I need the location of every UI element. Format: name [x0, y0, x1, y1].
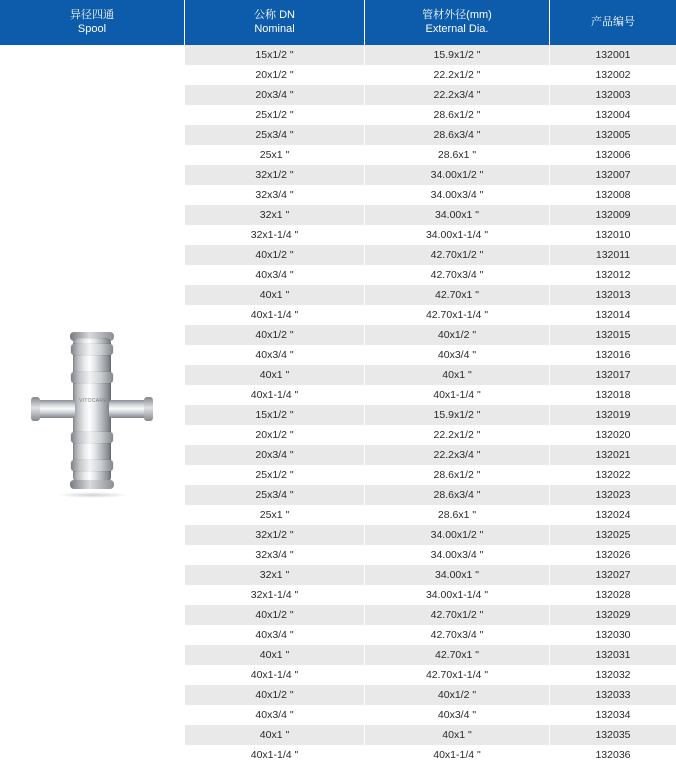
cell-nominal: 40x1 " — [185, 645, 365, 665]
press-band-4-icon — [71, 460, 113, 471]
table-row — [185, 65, 676, 85]
header-cell-spool — [0, 0, 185, 45]
cell-nominal: 40x1 " — [185, 285, 365, 305]
cell-nominal: 32x1 " — [185, 565, 365, 585]
cell-nominal: 15x1/2 " — [185, 405, 365, 425]
cell-external-dia: 34.00x1/2 " — [365, 525, 550, 545]
table-row — [185, 185, 676, 205]
cell-nominal: 20x1/2 " — [185, 65, 365, 85]
cell-product-code: 132036 — [595, 749, 631, 761]
table-row — [185, 365, 676, 385]
table-row — [185, 345, 676, 365]
cell-product-code: 132025 — [595, 529, 631, 541]
cell-nominal: 25x3/4 " — [185, 125, 365, 145]
table-row — [185, 425, 676, 445]
cell-nominal: 32x1/2 " — [185, 525, 365, 545]
cell-external-dia: 22.2x1/2 " — [365, 65, 550, 85]
cell-external-dia: 40x1/2 " — [365, 325, 550, 345]
cell-external-dia: 34.00x3/4 " — [365, 185, 550, 205]
table-row — [185, 165, 676, 185]
cell-nominal: 40x1 " — [185, 725, 365, 745]
cell-nominal: 40x3/4 " — [185, 625, 365, 645]
cell-external-dia: 42.70x1 " — [365, 285, 550, 305]
cell-nominal: 25x1/2 " — [185, 105, 365, 125]
cell-external-dia: 22.2x1/2 " — [365, 425, 550, 445]
header-cell-nominal — [185, 0, 365, 45]
cell-nominal: 20x3/4 " — [185, 85, 365, 105]
table-row — [185, 745, 676, 765]
cell-nominal: 20x1/2 " — [185, 425, 365, 445]
cell-nominal: 40x1-1/4 " — [185, 665, 365, 685]
cell-product-code: 132001 — [595, 49, 631, 61]
cell-external-dia: 42.70x1/2 " — [365, 245, 550, 265]
cell-product-code: 132029 — [595, 609, 631, 621]
cell-external-dia: 42.70x1 " — [365, 645, 550, 665]
cell-nominal: 32x3/4 " — [185, 185, 365, 205]
cell-external-dia: 42.70x1-1/4 " — [365, 305, 550, 325]
branch-outlet-right-shape — [109, 400, 149, 418]
table-body — [0, 45, 676, 774]
product-shadow — [57, 492, 129, 498]
cell-nominal: 40x1-1/4 " — [185, 385, 365, 405]
cell-nominal: 40x3/4 " — [185, 345, 365, 365]
cell-nominal: 32x1-1/4 " — [185, 585, 365, 605]
cell-product-code: 132020 — [595, 429, 631, 441]
cell-nominal: 40x1/2 " — [185, 605, 365, 625]
cell-external-dia: 22.2x3/4 " — [365, 445, 550, 465]
table-row — [185, 125, 676, 145]
cell-nominal: 32x1 " — [185, 205, 365, 225]
cell-nominal: 40x3/4 " — [185, 705, 365, 725]
cell-nominal: 25x1 " — [185, 505, 365, 525]
cell-external-dia: 40x1-1/4 " — [365, 745, 550, 765]
table-row — [185, 225, 676, 245]
table-row — [185, 85, 676, 105]
cell-product-code: 132034 — [595, 709, 631, 721]
header-external-cn: 管材外径(mm) — [422, 8, 492, 21]
cell-product-code: 132031 — [595, 649, 631, 661]
header-cell-external-dia — [365, 0, 550, 45]
cell-external-dia: 40x1 " — [365, 365, 550, 385]
cell-external-dia: 40x3/4 " — [365, 345, 550, 365]
cell-product-code: 132021 — [595, 449, 631, 461]
table-row — [185, 145, 676, 165]
cell-external-dia: 42.70x3/4 " — [365, 265, 550, 285]
cell-external-dia: 34.00x1-1/4 " — [365, 225, 550, 245]
table-header-row — [0, 0, 676, 45]
branch-outlet-left-shape — [35, 400, 75, 418]
cell-product-code: 132024 — [595, 509, 631, 521]
cell-external-dia: 34.00x1/2 " — [365, 165, 550, 185]
table-row — [185, 385, 676, 405]
cell-product-code: 132009 — [595, 209, 631, 221]
cell-product-code: 132007 — [595, 169, 631, 181]
cell-external-dia: 28.6x3/4 " — [365, 485, 550, 505]
cell-nominal: 40x1-1/4 " — [185, 305, 365, 325]
table-row — [185, 625, 676, 645]
cell-external-dia: 40x3/4 " — [365, 705, 550, 725]
cell-external-dia: 15.9x1/2 " — [365, 405, 550, 425]
table-row — [185, 645, 676, 665]
table-row — [185, 725, 676, 745]
cell-external-dia: 42.70x1-1/4 " — [365, 665, 550, 685]
cell-external-dia: 34.00x1-1/4 " — [365, 585, 550, 605]
cell-nominal: 40x3/4 " — [185, 265, 365, 285]
cell-nominal: 40x1/2 " — [185, 325, 365, 345]
table-row — [185, 565, 676, 585]
table-row — [185, 605, 676, 625]
press-band-3-icon — [71, 432, 113, 443]
spec-rows-container — [185, 45, 676, 774]
cell-nominal: 40x1-1/4 " — [185, 745, 365, 765]
table-row — [185, 545, 676, 565]
cell-nominal: 32x3/4 " — [185, 545, 365, 565]
cell-nominal: 32x1/2 " — [185, 165, 365, 185]
header-code-cn: 产品编号 — [591, 15, 635, 28]
cell-nominal: 20x3/4 " — [185, 445, 365, 465]
cell-nominal: 25x1/2 " — [185, 465, 365, 485]
cell-external-dia: 34.00x1 " — [365, 205, 550, 225]
cell-product-code: 132015 — [595, 329, 631, 341]
cell-external-dia: 28.6x1/2 " — [365, 105, 550, 125]
cell-external-dia: 28.6x3/4 " — [365, 125, 550, 145]
cell-external-dia: 22.2x3/4 " — [365, 85, 550, 105]
cell-product-code: 132010 — [595, 229, 631, 241]
cell-product-code: 132002 — [595, 69, 631, 81]
cell-product-code: 132013 — [595, 289, 631, 301]
cell-external-dia: 42.70x1/2 " — [365, 605, 550, 625]
cell-nominal: 40x1 " — [185, 365, 365, 385]
table-row — [185, 445, 676, 465]
product-logo-label: VITOCARE — [79, 397, 107, 404]
press-band-1-icon — [71, 344, 113, 355]
cell-product-code: 132004 — [595, 109, 631, 121]
header-nominal-en: Nominal — [254, 22, 295, 35]
cell-product-code: 132014 — [595, 309, 631, 321]
table-row — [185, 205, 676, 225]
cell-product-code: 132006 — [595, 149, 631, 161]
table-row — [185, 685, 676, 705]
cell-product-code: 132017 — [595, 369, 631, 381]
press-band-2-icon — [71, 372, 113, 383]
cell-nominal: 25x1 " — [185, 145, 365, 165]
cell-product-code: 132005 — [595, 129, 631, 141]
header-external-en: External Dia. — [425, 22, 489, 35]
table-row — [185, 285, 676, 305]
cell-product-code: 132027 — [595, 569, 631, 581]
cell-product-code: 132023 — [595, 489, 631, 501]
table-row — [185, 705, 676, 725]
cell-product-code: 132026 — [595, 549, 631, 561]
table-row — [185, 405, 676, 425]
table-row — [185, 325, 676, 345]
cell-product-code: 132019 — [595, 409, 631, 421]
cell-external-dia: 40x1-1/4 " — [365, 385, 550, 405]
table-row — [185, 665, 676, 685]
cell-product-code: 132030 — [595, 629, 631, 641]
cell-product-code: 132033 — [595, 689, 631, 701]
cell-nominal: 32x1-1/4 " — [185, 225, 365, 245]
table-row — [185, 265, 676, 285]
cell-product-code: 132028 — [595, 589, 631, 601]
cell-external-dia: 42.70x3/4 " — [365, 625, 550, 645]
table-row — [185, 505, 676, 525]
spool-fitting-illustration — [27, 320, 157, 500]
branch-cap-right-icon — [144, 397, 153, 421]
cell-product-code: 132032 — [595, 669, 631, 681]
cell-external-dia: 34.00x3/4 " — [365, 545, 550, 565]
table-row — [185, 585, 676, 605]
table-row — [185, 105, 676, 125]
header-spool-en: Spool — [77, 22, 107, 35]
table-row — [185, 465, 676, 485]
table-row — [185, 305, 676, 325]
cell-nominal: 40x1/2 " — [185, 685, 365, 705]
cell-nominal: 15x1/2 " — [185, 45, 365, 65]
cell-external-dia: 40x1 " — [365, 725, 550, 745]
header-cell-product-code — [550, 0, 676, 45]
cell-nominal: 25x3/4 " — [185, 485, 365, 505]
cell-product-code: 132018 — [595, 389, 631, 401]
cell-external-dia: 34.00x1 " — [365, 565, 550, 585]
cell-product-code: 132016 — [595, 349, 631, 361]
table-row — [185, 525, 676, 545]
table-row — [185, 45, 676, 65]
cell-product-code: 132008 — [595, 189, 631, 201]
cell-product-code: 132003 — [595, 89, 631, 101]
cell-product-code: 132035 — [595, 729, 631, 741]
cell-external-dia: 28.6x1/2 " — [365, 465, 550, 485]
cell-nominal: 40x1/2 " — [185, 245, 365, 265]
product-image-cell — [0, 45, 185, 774]
cell-product-code: 132011 — [595, 249, 631, 261]
cell-external-dia: 15.9x1/2 " — [365, 45, 550, 65]
branch-cap-left-icon — [31, 397, 40, 421]
header-spool-cn: 异径四通 — [70, 8, 114, 21]
table-row — [185, 245, 676, 265]
cell-external-dia: 40x1/2 " — [365, 685, 550, 705]
pipe-cap-bottom-icon — [70, 480, 114, 489]
table-row — [185, 485, 676, 505]
header-nominal-cn: 公称 DN — [254, 8, 295, 21]
cell-external-dia: 28.6x1 " — [365, 145, 550, 165]
cell-external-dia: 28.6x1 " — [365, 505, 550, 525]
cell-product-code: 132022 — [595, 469, 631, 481]
cell-product-code: 132012 — [595, 269, 631, 281]
